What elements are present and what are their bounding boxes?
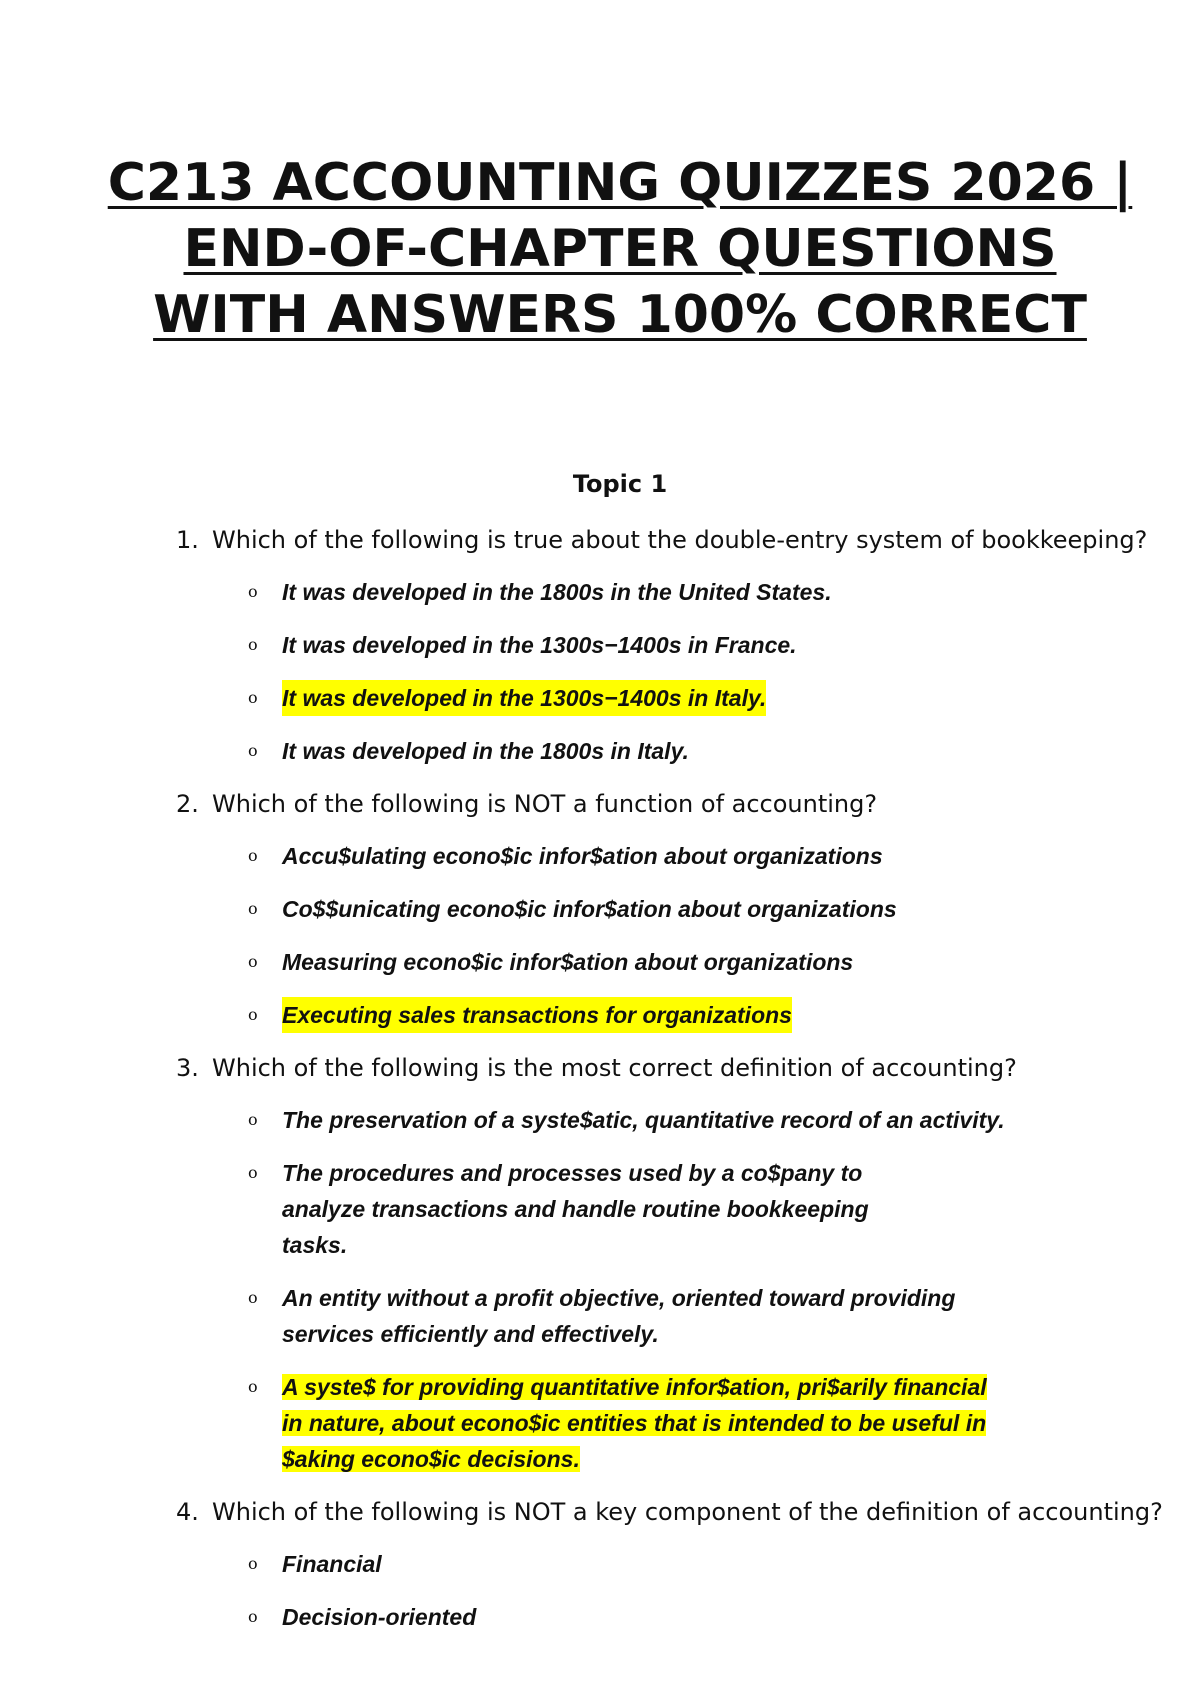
bullet-icon: o: [248, 1110, 258, 1129]
option-text: An entity without a profit objective, oriented toward providing services efficiently and effectively.: [282, 1285, 956, 1347]
title-line-2: END-OF-CHAPTER QUESTIONS: [183, 219, 1057, 279]
option-text: Decision-oriented: [282, 1604, 477, 1630]
bullet-icon: o: [248, 1288, 258, 1307]
question-number: 1.: [176, 526, 199, 554]
question-list: [176, 522, 1163, 1652]
question-item: [176, 522, 1148, 769]
title-line-1: C213 ACCOUNTING QUIZZES 2026 |: [107, 153, 1133, 213]
option-text: The procedures and processes used by a co$pany to analyze transactions and handle routine bookkeeping tasks.: [282, 1160, 869, 1258]
option-text: Accu$ulating econo$ic infor$ation about organizations: [282, 843, 883, 869]
option-text: The preservation of a syste$atic, quantitative record of an activity.: [282, 1107, 1005, 1133]
option-item: [248, 574, 1136, 610]
question-number: 2.: [176, 790, 199, 818]
question-number: 3.: [176, 1054, 199, 1082]
option-text: It was developed in the 1800s in the United States.: [282, 579, 832, 605]
option-item: [248, 838, 1136, 874]
option-item: [248, 1280, 1136, 1352]
question-item: [176, 1494, 1163, 1635]
option-list: [176, 838, 1136, 1033]
topic-heading: Topic 1: [572, 470, 668, 498]
option-item: [248, 891, 1136, 927]
option-text: Measuring econo$ic infor$ation about organizations: [282, 949, 854, 975]
bullet-icon: o: [248, 846, 258, 865]
question-text: Which of the following is NOT a key component of the definition of accounting?: [212, 1498, 1163, 1526]
question-item: [176, 1050, 1136, 1477]
document-title: [60, 150, 1180, 348]
option-item: [248, 1369, 1136, 1477]
option-text: It was developed in the 1300s−1400s in France.: [282, 632, 797, 658]
option-list: [176, 574, 1136, 769]
option-item: [248, 944, 1136, 980]
bullet-icon: o: [248, 952, 258, 971]
question-text: Which of the following is NOT a function of accounting?: [212, 790, 878, 818]
option-item: [248, 733, 1136, 769]
bullet-icon: o: [248, 582, 258, 601]
question-text: Which of the following is true about the double-entry system of bookkeeping?: [212, 526, 1148, 554]
bullet-icon: o: [248, 1554, 258, 1573]
question-number: 4.: [176, 1498, 199, 1526]
option-item: [248, 1599, 1136, 1635]
title-line-3: WITH ANSWERS 100% CORRECT: [153, 285, 1087, 345]
option-item: [248, 680, 1136, 716]
correct-answer-highlight: It was developed in the 1300s−1400s in Italy.: [282, 680, 766, 716]
correct-answer-highlight: Executing sales transactions for organizations: [282, 997, 792, 1033]
option-item: [248, 627, 1136, 663]
option-text: It was developed in the 1800s in Italy.: [282, 738, 689, 764]
correct-answer-highlight: A syste$ for providing quantitative infor$ation, pri$arily financial in nature, about econo$ic entities that is intended to be useful in $aking econo$ic decisions.: [282, 1374, 987, 1472]
option-item: [248, 1546, 1136, 1582]
option-list: [176, 1546, 1136, 1635]
bullet-icon: o: [248, 1163, 258, 1182]
bullet-icon: o: [248, 1005, 258, 1024]
bullet-icon: o: [248, 899, 258, 918]
bullet-icon: o: [248, 741, 258, 760]
bullet-icon: o: [248, 1377, 258, 1396]
bullet-icon: o: [248, 688, 258, 707]
bullet-icon: o: [248, 635, 258, 654]
question-text: Which of the following is the most correct definition of accounting?: [212, 1054, 1017, 1082]
option-text: Financial: [282, 1551, 382, 1577]
option-list: [176, 1102, 1136, 1477]
option-item: [248, 997, 1136, 1033]
bullet-icon: o: [248, 1607, 258, 1626]
option-text: Co$$unicating econo$ic infor$ation about organizations: [282, 896, 897, 922]
option-item: [248, 1155, 1136, 1263]
option-item: [248, 1102, 1136, 1138]
question-item: [176, 786, 1136, 1033]
